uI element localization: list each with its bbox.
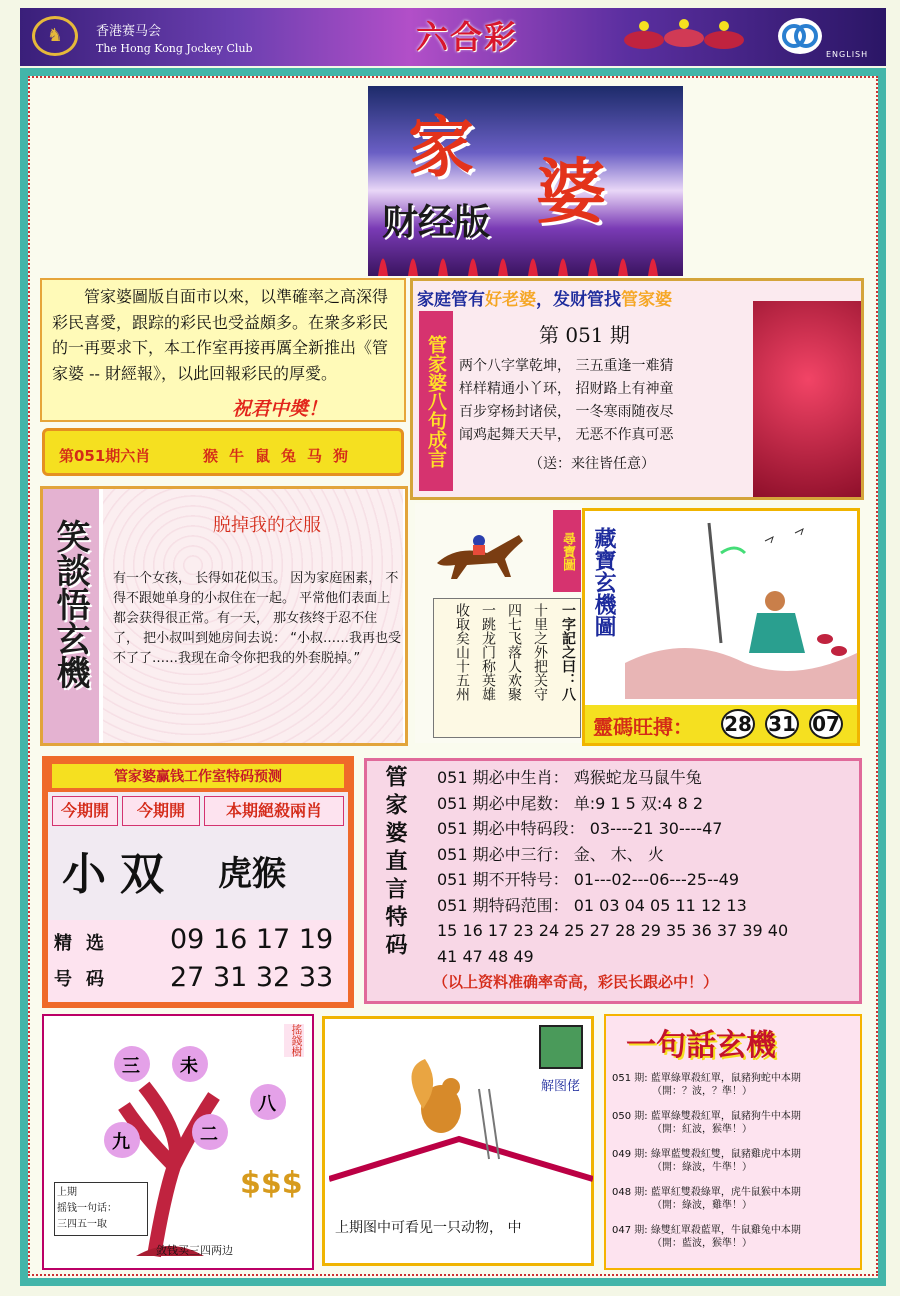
tree-fruit: 二 (200, 1124, 218, 1145)
poem-line: 闻鸡起舞天天早， 无恶不作真可恶 (459, 427, 674, 443)
english-link[interactable]: ENGLISH (826, 50, 869, 59)
phrase-title: 一句話玄機 (626, 1028, 776, 1063)
joke-body (103, 489, 403, 743)
phrase-text: 綠單藍雙殺紅雙，鼠豬雞虎中本期 (650, 1149, 801, 1160)
phrase-result: （開：紅波，猴準！） (652, 1124, 752, 1135)
poem-vertical-title: 管家婆八句成言 (419, 311, 453, 491)
scroll-column: 收取矣山十五州 (454, 603, 470, 701)
value-small (62, 838, 164, 902)
poem-banner-a: 家庭管有 (417, 290, 485, 310)
tulips-decoration-icon (368, 236, 683, 276)
puzzle-caption: 上期图中可看见一只动物， 中 (335, 1220, 522, 1236)
direct-line: 051 期必中生肖： 鸡猴蛇龙马鼠牛兔 (437, 768, 702, 787)
direct-numbers-row: 41 47 48 49 (437, 946, 534, 966)
phrase-period: 048 期: (612, 1187, 648, 1198)
phrase-result: （開：藍波，猴準！） (652, 1238, 752, 1249)
direct-line: 051 期特码范围： 01 03 04 05 11 12 13 (437, 895, 747, 915)
phrase-result: （開：綠波，雞準！） (652, 1200, 752, 1211)
col-header: 今期開 (122, 796, 200, 826)
phrase-period: 049 期: (612, 1149, 648, 1160)
banner-word-po: 婆 (536, 150, 606, 233)
direct-footnote: （以上资料准确率奇高，彩民长跟必中！） (433, 973, 719, 991)
title-banner (368, 86, 683, 276)
six-zodiac-bar (42, 428, 404, 476)
riddle-scroll (433, 598, 581, 738)
direct-line: 051 期必中特码段： 03----21 30----47 (437, 819, 723, 838)
joke-side-strip (43, 489, 99, 743)
lucky-number: 28 (721, 709, 755, 739)
lottery-title: 六合彩 (415, 18, 518, 56)
poem-line: 两个八字掌乾坤， 三五重逢一难猜 (459, 358, 674, 374)
direct-line: 051 期必中三行： 金、 木、 火 (437, 844, 664, 864)
coin-symbols: $$$ (240, 1166, 303, 1201)
lucky-numbers-bar (585, 705, 857, 743)
kneeling-man-illustration-icon (625, 513, 857, 699)
tree-fruit: 未 (180, 1056, 198, 1077)
joke-panel (40, 486, 408, 746)
intro-panel (40, 278, 406, 422)
tree-fruit: 三 (122, 1056, 140, 1077)
lucky-numbers-label: 靈碼旺搏： (593, 715, 693, 739)
phrase-text: 藍單綠雙殺紅單，鼠豬狗牛中本期 (650, 1111, 801, 1122)
puzzle-picture-panel (322, 1016, 594, 1266)
picks-row: 27 31 32 33 (170, 962, 334, 993)
phrase-row (612, 1110, 860, 1136)
picks-row: 09 16 17 19 (170, 924, 334, 955)
header-bar (20, 8, 886, 66)
tree-fruit: 九 (112, 1132, 130, 1153)
tree-note-line: 摇钱一句话： (57, 1203, 117, 1214)
picks-label: 精选号码 (54, 933, 118, 990)
direct-lines (437, 765, 857, 918)
intro-wish: 祝君中奬！ (232, 398, 328, 420)
value-double-text: 双 (120, 849, 164, 900)
poem-line: 百步穿杨封诸侯， 一冬寒雨随夜尽 (459, 404, 674, 420)
direct-line: 051 期不开特号： 01---02---06---25--49 (437, 870, 740, 889)
phrase-result: （開：？波，？準！） (652, 1086, 752, 1097)
treasure-panel (582, 508, 860, 746)
poem-banner-d: 管家婆 (621, 290, 672, 310)
phrase-period: 047 期: (612, 1225, 648, 1236)
phrase-row (612, 1224, 860, 1250)
joke-vertical-title: 笑談悟玄機 (50, 519, 90, 689)
six-zodiac-period: 第051期六肖 (59, 447, 151, 465)
phrase-text: 藍單綠單殺紅單，鼠豬狗蛇中本期 (650, 1073, 801, 1084)
poem-banner-b: 好老婆 (485, 290, 536, 310)
col-header: 今期開 (52, 796, 118, 826)
scroll-column: 一字記之曰：八 (560, 603, 576, 701)
poem-lines (459, 355, 789, 447)
special-heading: 管家婆赢钱工作室特码预测 (52, 764, 344, 788)
hkjc-logo-icon[interactable]: ♞ (32, 16, 78, 56)
tree-note (54, 1182, 148, 1236)
phrase-row (612, 1072, 860, 1098)
decoder-logo-icon (539, 1025, 583, 1069)
scroll-column: 一跳龙门称英雄 (480, 603, 496, 701)
banner-subtitle: 财经版 (382, 201, 491, 243)
decoder-label: 解图佬 (541, 1079, 581, 1094)
club-name-cn: 香港赛马会 (96, 24, 162, 39)
racing-horses-icon (618, 16, 750, 58)
tree-tag: 搖錢樹 (284, 1024, 304, 1057)
tree-note-line: 上期 (57, 1187, 77, 1198)
joke-title: 脱掉我的衣服 (213, 515, 321, 536)
racehorse-icon (427, 525, 527, 585)
lucky-number: 07 (809, 709, 843, 739)
treasure-map-logo: 尋寶圖 (553, 510, 581, 592)
joke-text: 有一个女孩， 长得如花似玉。 因为家庭困素， 不得不跟她单身的小叔住在一起。 平常他们表面上都会获得很正常。有一天， 那女孩终于忍不住了， 把小叔叫到她房间去说： “小叔……我再也受不了了……我现在命令你把我的外套脱掉。” (113, 571, 401, 666)
phrase-period: 050 期: (612, 1111, 648, 1122)
poem-line: 样样精通小丫环， 招财路上有神童 (459, 381, 674, 397)
direct-numbers (437, 918, 857, 969)
club-name-en: The Hong Kong Jockey Club (96, 42, 253, 55)
phrase-text: 藍單紅雙殺綠單，虎牛鼠猴中本期 (650, 1187, 801, 1198)
phrase-result: （開：綠波，牛準！） (652, 1162, 752, 1173)
six-zodiac-animals: 猴牛鼠兔马狗 (203, 447, 360, 465)
scroll-column: 十里之外把关守 (532, 603, 548, 701)
phrase-row (612, 1186, 860, 1212)
direct-numbers-row: 15 16 17 23 24 25 27 28 29 35 36 37 39 40 (437, 921, 789, 940)
tree-note-line: 三四五一取 (57, 1219, 107, 1230)
poem-banner (417, 285, 767, 310)
phrase-period: 051 期: (612, 1073, 648, 1084)
special-prediction-panel (42, 756, 354, 1008)
scroll-column: 四七飞落人欢聚 (506, 603, 522, 701)
poem-banner-c: ，发财管找 (536, 290, 621, 310)
phrase-text: 綠雙紅單殺藍單，牛鼠雞兔中本期 (650, 1225, 801, 1236)
lucky-number: 31 (765, 709, 799, 739)
direct-vertical-title: 管家婆直言特码 (382, 765, 408, 961)
poem-period: 第 051 期 (539, 323, 630, 347)
col-header: 本期絕殺兩肖 (204, 796, 344, 826)
picks-panel (48, 920, 348, 1002)
one-phrase-panel (604, 1014, 862, 1270)
money-tree-panel (42, 1014, 314, 1270)
tree-caption: 敛钱买三四两边 (156, 1244, 233, 1257)
value-kill: 虎猴 (218, 854, 286, 894)
english-link-icon[interactable] (778, 18, 822, 54)
value-small-text: 小 (62, 849, 106, 900)
phrase-row (612, 1148, 860, 1174)
direct-line: 051 期必中尾数： 单:9 1 5 双:4 8 2 (437, 793, 704, 813)
treasure-title: 藏寶玄機圖 (591, 527, 616, 637)
direct-special-panel (364, 758, 862, 1004)
intro-text: 管家婆圖版自面市以來，以準確率之高深得彩民喜愛，跟踪的彩民也受益頗多。在衆多彩民的一再要求下，本工作室再接再厲全新推出《管家婆 -- 財經報》，以此回報彩民的厚愛。 (52, 287, 389, 383)
eight-line-poem-panel (410, 278, 864, 500)
poem-credit: （送：来往皆任意） (529, 456, 655, 472)
tree-fruit: 八 (258, 1094, 276, 1115)
banner-word-jia: 家 (408, 108, 474, 186)
